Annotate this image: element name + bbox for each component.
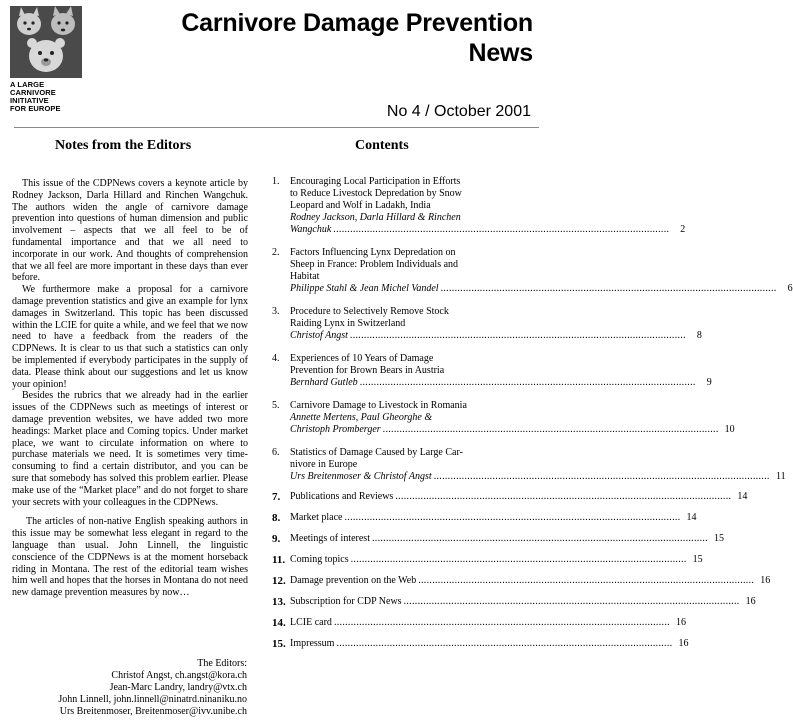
- toc-leader-dots: ........................................................................................................................: [350, 554, 687, 565]
- toc-leader-dots: ........................................................................................................................: [349, 330, 686, 341]
- toc-item-leader-line: [290, 224, 686, 236]
- toc-item-number: 9.: [272, 533, 281, 545]
- toc-item-authors: Bernhard Gutleb: [290, 377, 358, 388]
- toc-item-number: 5.: [272, 400, 280, 411]
- toc-item-number: 1.: [272, 176, 280, 187]
- notes-paragraph: The articles of non-native English speaking authors in this issue may be somewhat less elegant in regard to the language than usual. John Linnell, the linguistic conscience of the CDPNews is at the moment horseback riding in Montana. The rest of the editorial team wishes him well and hopes that the horses in Montana do not need new damage prevention measures by now…: [12, 516, 248, 599]
- carnivore-logo-icon: [10, 6, 82, 78]
- toc-item-number: 4.: [272, 353, 280, 364]
- toc-item-title: Market place: [290, 512, 343, 523]
- toc-item-title: Factors Influencing Lynx Depredation on: [290, 247, 456, 258]
- toc-item-number: 12.: [272, 575, 286, 587]
- toc-leader-dots: ........................................................................................................................: [433, 471, 770, 482]
- notes-heading: Notes from the Editors: [55, 138, 192, 153]
- toc-item-authors: Christoph Promberger: [290, 424, 381, 435]
- toc-item[interactable]: [268, 533, 724, 545]
- toc-item-page: 2: [680, 224, 686, 235]
- signature-line: Urs Breitenmoser, Breitenmoser@ivv.unibe.ch: [59, 706, 247, 717]
- toc-item[interactable]: [268, 353, 712, 389]
- toc-item-page: 16: [678, 638, 689, 649]
- toc-leader-dots: ........................................................................................................................: [382, 424, 719, 435]
- toc-item-title: Sheep in France: Problem Individuals and: [290, 259, 459, 270]
- toc-item-number: 13.: [272, 596, 286, 608]
- signature-line: John Linnell, john.linnell@ninatrd.ninaniku.no: [58, 694, 247, 705]
- toc-item-title: Experiences of 10 Years of Damage: [290, 353, 434, 364]
- editors-signature: [58, 658, 247, 718]
- toc-item-page: 15: [713, 533, 724, 544]
- title-line: News: [468, 39, 533, 67]
- toc-item-number: 2.: [272, 247, 280, 258]
- toc-item-page: 6: [787, 283, 793, 294]
- toc-item-leader-line: [290, 638, 689, 650]
- toc-item-number: 15.: [272, 638, 286, 650]
- toc-item-title: Meetings of interest: [290, 533, 370, 544]
- toc-item-title: Impressum: [290, 638, 335, 649]
- toc-item-page: 16: [745, 596, 756, 607]
- toc-item-leader-line: [290, 554, 703, 566]
- toc-item-title: Habitat: [290, 271, 320, 282]
- editors-notes: [12, 178, 248, 599]
- toc-item-page: 15: [692, 554, 703, 565]
- toc-item-leader-line: [290, 330, 702, 342]
- toc-item[interactable]: [268, 617, 686, 629]
- toc-item-number: 8.: [272, 512, 281, 524]
- toc-item[interactable]: [268, 512, 697, 524]
- logo-line: A LARGE: [10, 80, 45, 89]
- toc-item-page: 14: [686, 512, 697, 523]
- toc-item-page: 10: [724, 424, 735, 435]
- notes-paragraph: We furthermore make a proposal for a carnivore damage prevention statistics and give an example for lynx damages in Switzerland. This topic has been discussed within the LCIE for quite a while, and we feel that we now need to have a feedback from the readers of the CDPNews. It is clear to us that such a statistics can only be implemented if everybody participates in the supply of data. Please think about our suggestions and let us know your opinion!: [12, 284, 248, 390]
- toc-leader-dots: ........................................................................................................................: [333, 617, 670, 628]
- toc-leader-dots: ........................................................................................................................: [371, 533, 708, 544]
- toc-item-title: Raiding Lynx in Switzerland: [290, 318, 406, 329]
- toc-leader-dots: ........................................................................................................................: [344, 512, 681, 523]
- toc-item-title: Carnivore Damage to Livestock in Romania: [290, 400, 467, 411]
- toc-item-title: Statistics of Damage Caused by Large Car-: [290, 447, 463, 458]
- toc-item[interactable]: [268, 596, 756, 608]
- toc-item-title: Procedure to Selectively Remove Stock: [290, 306, 449, 317]
- logo-line: CARNIVORE: [10, 88, 56, 97]
- toc-item-leader-line: [290, 283, 793, 295]
- toc-item[interactable]: [268, 176, 686, 236]
- table-of-contents: [268, 176, 793, 650]
- toc-item-page: 14: [737, 491, 748, 502]
- toc-item-leader-line: [290, 491, 748, 503]
- toc-item-title: Prevention for Brown Bears in Austria: [290, 365, 445, 376]
- notes-paragraph: Besides the rubrics that we already had in the earlier issues of the CDPNews such as meetings of interest or damage prevention websites, we have added two more headings: Market place and Coming topics. Under market place, we want to circulate information on where to purchase materials we need. It is sometimes very time-consuming to find a certain distributor, and you can be sure that somebody has solved this problem earlier. Please make use of the “Market place” and do not forget to share your secrets with your colleagues in the CDPNews.: [12, 390, 248, 508]
- toc-item[interactable]: [268, 306, 702, 342]
- toc-item-page: 16: [760, 575, 771, 586]
- title-line: Carnivore Damage Prevention: [181, 9, 533, 37]
- signature-line: Christof Angst, ch.angst@kora.ch: [111, 670, 247, 681]
- toc-item[interactable]: [268, 247, 793, 295]
- toc-item-leader-line: [290, 575, 771, 587]
- toc-item-number: 11.: [272, 554, 286, 566]
- toc-item-page: 11: [776, 471, 786, 482]
- toc-item-leader-line: [290, 617, 686, 629]
- toc-item-leader-line: [290, 596, 756, 608]
- toc-item-leader-line: [290, 533, 724, 545]
- toc-item-title: LCIE card: [290, 617, 332, 628]
- toc-item-title: to Reduce Livestock Depredation by Snow: [290, 188, 462, 199]
- issue-number: No 4 / October 2001: [386, 103, 531, 120]
- toc-item-title: Subscription for CDP News: [290, 596, 402, 607]
- toc-item-title: Damage prevention on the Web: [290, 575, 417, 586]
- toc-item-page: 8: [696, 330, 702, 341]
- toc-item-title: Publications and Reviews: [290, 491, 394, 502]
- toc-leader-dots: ........................................................................................................................: [359, 377, 696, 388]
- toc-item[interactable]: [268, 554, 703, 566]
- signature-line: The Editors:: [197, 658, 247, 669]
- contents-heading: Contents: [355, 138, 409, 153]
- toc-leader-dots: ........................................................................................................................: [440, 283, 777, 294]
- toc-item-number: 6.: [272, 447, 280, 458]
- header-divider: [14, 127, 539, 128]
- toc-item-number: 7.: [272, 491, 281, 503]
- toc-item-page: 9: [706, 377, 712, 388]
- toc-item-title: Coming topics: [290, 554, 349, 565]
- notes-paragraph: This issue of the CDPNews covers a keynote article by Rodney Jackson, Darla Hillard and Rinchen Wangchuk. The authors widen the angle of carnivore damage prevention into questions of human dimension and public involvement – aspects that we all feel to be of fundamental importance and that we all need to incorporate in our work. And thoughts of comprehension that we all feel are more important in these days than ever before.: [12, 178, 248, 284]
- logo-line: FOR EUROPE: [10, 104, 61, 113]
- toc-item[interactable]: [268, 638, 689, 650]
- toc-item-title: Leopard and Wolf in Ladakh, India: [290, 200, 431, 211]
- signature-line: Jean-Marc Landry, landry@vtx.ch: [109, 682, 247, 693]
- toc-leader-dots: ........................................................................................................................: [336, 638, 673, 649]
- logo-line: INITIATIVE: [10, 96, 49, 105]
- toc-item-leader-line: [290, 377, 712, 389]
- toc-item-page: 16: [675, 617, 686, 628]
- toc-item-number: 14.: [272, 617, 286, 629]
- toc-item-leader-line: [290, 512, 697, 524]
- logo-caption: [10, 81, 82, 113]
- toc-leader-dots: ........................................................................................................................: [333, 224, 670, 235]
- toc-item[interactable]: [268, 491, 748, 503]
- toc-item-number: 3.: [272, 306, 280, 317]
- toc-item-leader-line: [290, 424, 735, 436]
- toc-item-authors: Urs Breitenmoser & Christof Angst: [290, 471, 432, 482]
- toc-item-title: nivore in Europe: [290, 459, 358, 470]
- toc-item-authors: Rodney Jackson, Darla Hillard & Rinchen: [290, 212, 461, 223]
- toc-item[interactable]: [268, 400, 735, 436]
- toc-item-authors: Christof Angst: [290, 330, 348, 341]
- toc-item-authors: Wangchuk: [290, 224, 332, 235]
- toc-leader-dots: ........................................................................................................................: [418, 575, 755, 586]
- toc-item[interactable]: [268, 447, 786, 483]
- toc-item-authors: Annette Mertens, Paul Gheorghe &: [290, 412, 433, 423]
- newsletter-title: [181, 8, 533, 68]
- toc-item-title: Encouraging Local Participation in Efforts: [290, 176, 461, 187]
- toc-item[interactable]: [268, 575, 771, 587]
- toc-leader-dots: ........................................................................................................................: [403, 596, 740, 607]
- lcie-logo: [10, 6, 82, 113]
- toc-item-leader-line: [290, 471, 786, 483]
- toc-item-authors: Philippe Stahl & Jean Michel Vandel: [290, 283, 439, 294]
- toc-leader-dots: ........................................................................................................................: [395, 491, 732, 502]
